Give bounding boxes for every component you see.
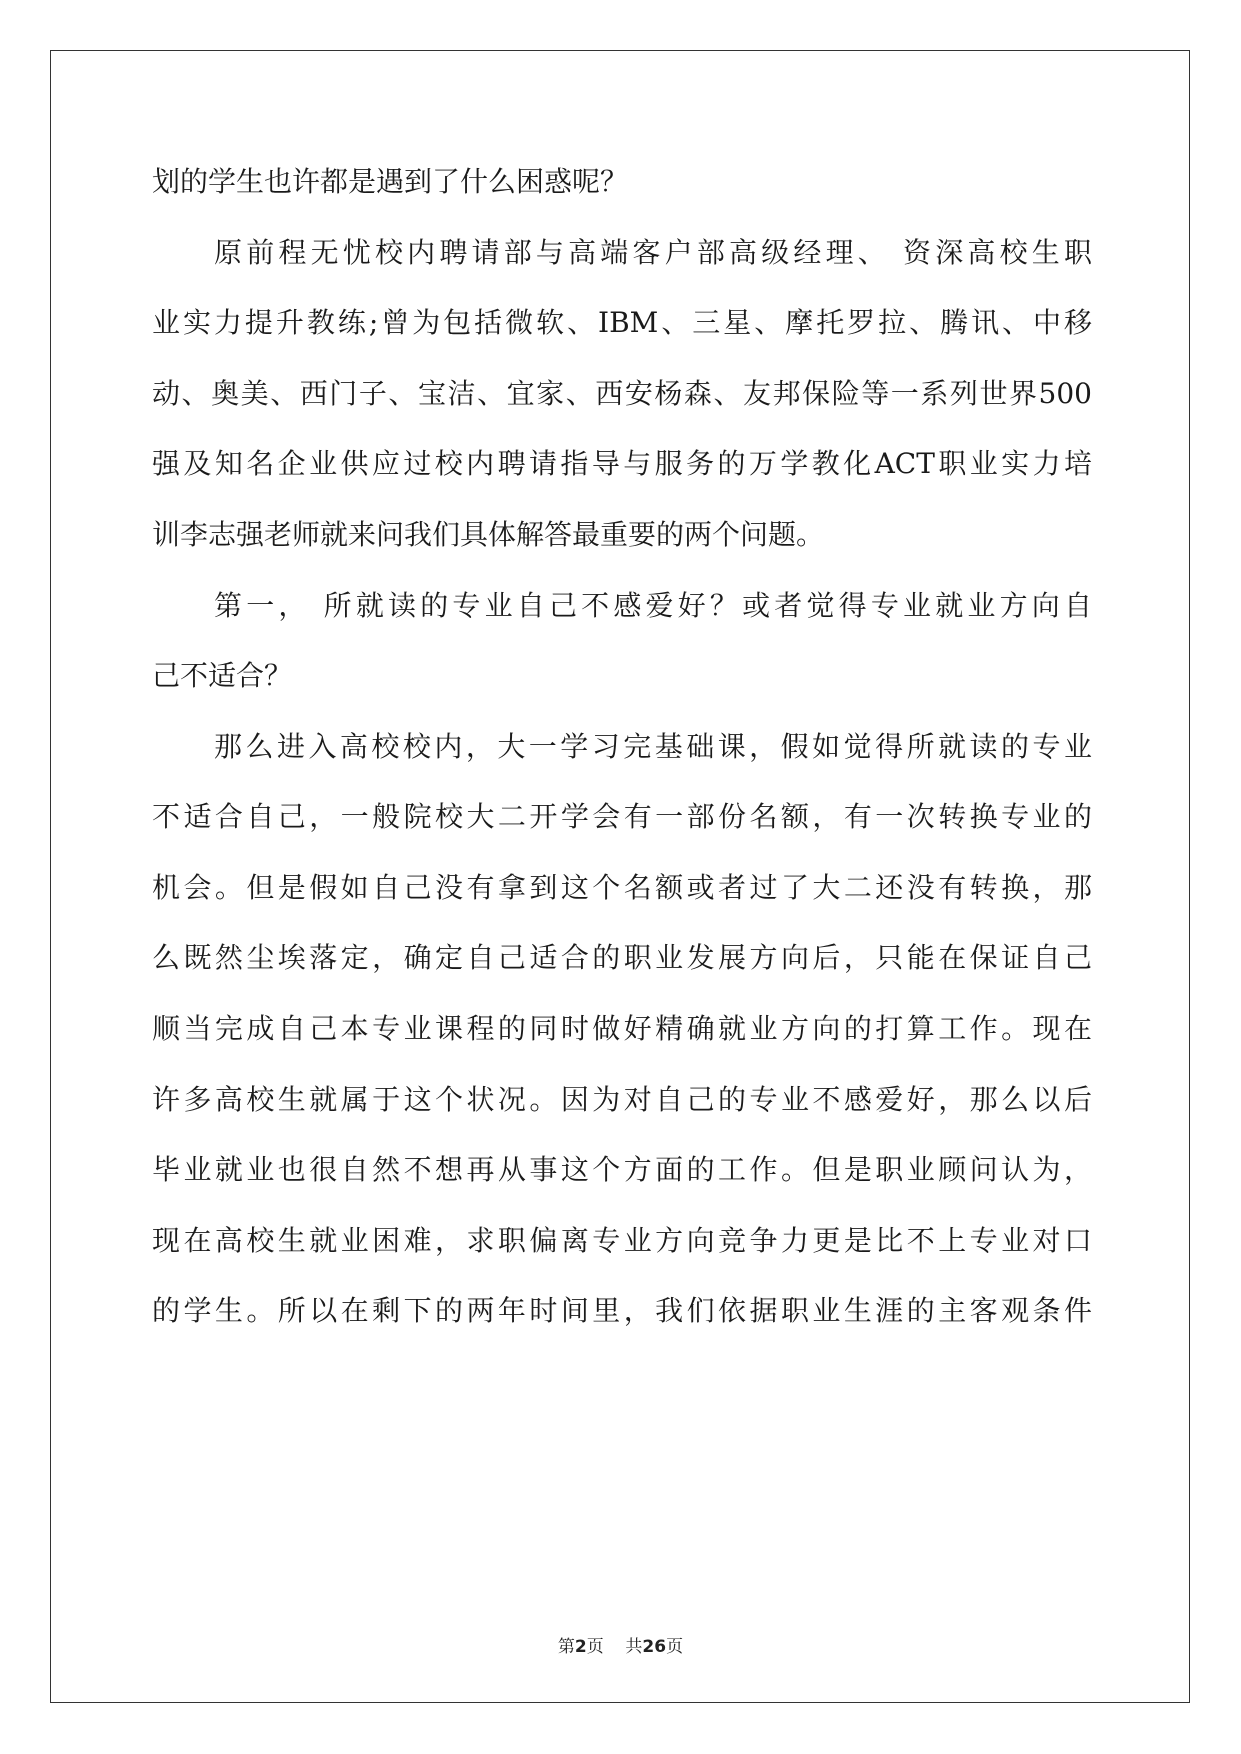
- current-page-number: 2: [574, 1637, 587, 1657]
- footer-total-prefix: 共: [625, 1637, 643, 1657]
- text-line: 原前程无忧校内聘请部与高端客户部高级经理、 资深高校生职: [214, 236, 1092, 269]
- text-line: 那么进入高校校内，大一学习完基础课，假如觉得所就读的专业: [214, 730, 1092, 763]
- text-line: 强及知名企业供应过校内聘请指导与服务的万学教化ACT职业实力培: [152, 447, 1092, 480]
- text-line: 顺当完成自己本专业课程的同时做好精确就业方向的打算工作。现在: [152, 1012, 1092, 1045]
- text-line: 动、奥美、西门子、宝洁、宜家、西安杨森、友邦保险等一系列世界500: [152, 377, 1092, 410]
- text-line: 的学生。所以在剩下的两年时间里，我们依据职业生涯的主客观条件: [152, 1294, 1092, 1327]
- text-line: 机会。但是假如自己没有拿到这个名额或者过了大二还没有转换，那: [152, 871, 1092, 904]
- text-line: 划的学生也许都是遇到了什么困惑呢？: [152, 165, 629, 198]
- footer-page-suffix: 页: [586, 1637, 604, 1657]
- text-line: 己不适合？: [152, 659, 293, 692]
- text-line: 不适合自己，一般院校大二开学会有一部份名额，有一次转换专业的: [152, 800, 1092, 833]
- text-line: 训李志强老师就来问我们具体解答最重要的两个问题。: [152, 518, 825, 551]
- text-line: 许多高校生就属于这个状况。因为对自己的专业不感爱好，那么以后: [152, 1083, 1092, 1116]
- text-line: 业实力提升教练;曾为包括微软、IBM、三星、摩托罗拉、腾讯、中移: [152, 306, 1092, 339]
- footer-prefix: 第: [557, 1637, 575, 1657]
- page-number-footer: [0, 1632, 1241, 1657]
- text-line: 么既然尘埃落定，确定自己适合的职业发展方向后，只能在保证自己: [152, 941, 1092, 974]
- text-line: 第一， 所就读的专业自己不感爱好？或者觉得专业就业方向自: [214, 589, 1092, 622]
- footer-total-suffix: 页: [666, 1637, 684, 1657]
- total-page-count: 26: [642, 1637, 667, 1657]
- text-line: 现在高校生就业困难，求职偏离专业方向竞争力更是比不上专业对口: [152, 1224, 1092, 1257]
- text-line: 毕业就业也很自然不想再从事这个方面的工作。但是职业顾问认为，: [152, 1153, 1092, 1186]
